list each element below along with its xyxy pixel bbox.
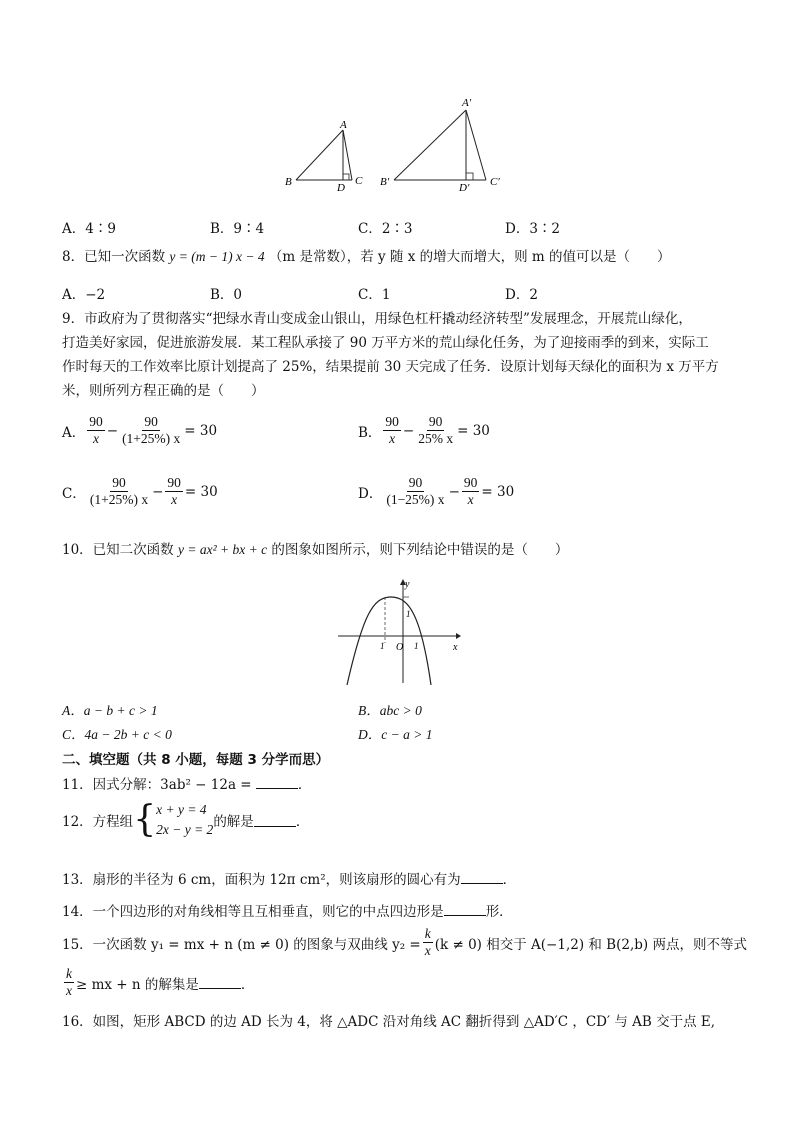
fraction: $\frac{90}{(1+25\%) x}$ — [89, 475, 149, 507]
segment-A2C2 — [466, 110, 486, 180]
q14-end: 形． — [485, 904, 513, 920]
q9-line-1: 9．市政府为了贯彻落实“把绿水青山变成金山银山，用绿色杠杆撬动经济转型”发展理念，开展荒山绿化， — [62, 311, 692, 327]
q15-end: ． — [240, 976, 255, 993]
q9-option-a[interactable] — [62, 414, 217, 447]
q15-line-1 — [62, 926, 747, 959]
q8-stem-prefix: 8．已知一次函数 — [62, 249, 166, 265]
similar-triangles-figure — [280, 92, 520, 192]
system-brace: { — [133, 799, 157, 840]
q11-end: ． — [297, 777, 312, 793]
fraction: $\frac{90}{(1-25\%) x}$ — [386, 475, 445, 507]
q9-line-4: 米，则所列方程正确的是（ ） — [62, 383, 265, 399]
q14 — [62, 903, 513, 921]
q7-option-a[interactable]: A．4∶9 — [62, 221, 116, 237]
option-label: C． — [62, 485, 86, 502]
q11 — [62, 776, 311, 794]
fraction-k-over-x: $\frac{k}{x}$ — [424, 926, 431, 958]
option-label: B． — [358, 424, 382, 441]
x-axis-label: x — [453, 642, 458, 653]
q12-suffix: 的解是 — [213, 814, 254, 830]
q10-stem — [62, 541, 568, 559]
origin-label: O — [396, 642, 404, 653]
q10-formula: y = ax² + bx + c — [177, 542, 268, 557]
answer-blank[interactable] — [254, 814, 296, 827]
tick-one-y: 1 — [406, 609, 411, 619]
x-axis-arrow — [456, 633, 461, 639]
q9-line-2: 打造美好家园，促进旅游发展．某工程队承接了 90 万平方米的荒山绿化任务，为了迎接雨季的到来，实际工 — [62, 335, 709, 351]
q7-option-d[interactable]: D．3∶2 — [505, 221, 561, 237]
label-B-prime: B′ — [380, 176, 390, 188]
fraction: $\frac{90}{25\% x}$ — [418, 414, 454, 446]
q10-option-a[interactable]: A．a − b + c > 1 — [62, 703, 158, 718]
q7-option-b[interactable]: B．9∶4 — [210, 221, 265, 237]
q12-end: ． — [295, 814, 310, 830]
q15-part-3: ≥ mx + n 的解集是 — [76, 976, 199, 993]
fraction: $\frac{90}{x}$ — [89, 414, 103, 446]
y-axis-label: y — [405, 579, 410, 590]
q8-stem-note: （m 是常数），若 y 随 x 的增大而增大，则 m 的值可以是（ ） — [268, 249, 671, 265]
q8-option-d[interactable]: D．2 — [505, 287, 538, 303]
q15-part-1: 15．一次函数 y₁ = mx + n (m ≠ 0) 的图象与双曲线 y₂ = — [62, 936, 421, 953]
q8-option-b[interactable]: B．0 — [210, 287, 243, 303]
label-D-prime: D′ — [459, 182, 470, 192]
equals-30: = 30 — [184, 422, 218, 439]
fraction: $\frac{90}{x}$ — [385, 414, 399, 446]
q11-text: 11．因式分解：3ab² − 12a = — [62, 777, 256, 793]
option-label: A． — [62, 424, 86, 441]
label-A-prime: A′ — [462, 97, 472, 109]
q10-option-d[interactable]: D．c − a > 1 — [358, 727, 433, 742]
label-C-prime: C′ — [490, 176, 500, 188]
right-angle-mark — [343, 174, 349, 180]
minus-sign: − — [402, 422, 415, 439]
q10-option-b[interactable]: B．abc > 0 — [358, 703, 422, 718]
minus-sign: − — [152, 483, 164, 500]
segment-AB — [296, 130, 343, 180]
fraction: $\frac{90}{x}$ — [463, 475, 478, 507]
section-2-title: 二、填空题（共 8 小题，每题 3 分学而思） — [62, 752, 330, 768]
parabola-graph — [333, 575, 463, 687]
q9-option-d[interactable] — [358, 475, 514, 508]
q9-option-b[interactable] — [358, 414, 490, 447]
q8-formula: y = (m − 1) x − 4 — [169, 249, 265, 264]
option-label: D． — [358, 485, 383, 502]
q12-prefix: 12．方程组 — [62, 814, 134, 830]
q16-text: 16．如图，矩形 ABCD 的边 AD 长为 4，将 △ADC 沿对角线 AC 翻折得到 △AD′C ，CD′ 与 AB 交于点 E, — [62, 1014, 716, 1030]
q13 — [62, 871, 516, 889]
label-B: B — [285, 176, 292, 188]
equation-system — [156, 800, 213, 840]
fraction-k-over-x: $\frac{k}{x}$ — [66, 966, 72, 998]
q14-text: 14．一个四边形的对角线相等且互相垂直，则它的中点四边形是 — [62, 904, 444, 920]
answer-blank[interactable] — [444, 903, 486, 916]
answer-blank[interactable] — [256, 776, 298, 789]
q13-text: 13．扇形的半径为 6 cm，面积为 12π cm²，则该扇形的圆心有为 — [62, 872, 461, 888]
q8-option-c[interactable]: C．1 — [358, 287, 391, 303]
label-D: D — [337, 182, 345, 192]
equals-30: = 30 — [457, 422, 490, 439]
tick-minus-one: 1 — [380, 641, 385, 651]
label-A: A — [340, 119, 347, 131]
equals-30: = 30 — [481, 483, 515, 500]
q13-end: ． — [502, 872, 517, 888]
equation-2: 2x − y = 2 — [156, 822, 214, 837]
segment-A2B2 — [394, 110, 466, 180]
q15-part-2: (k ≠ 0) 相交于 A(−1,2) 和 B(2,b) 两点，则不等式 — [434, 936, 747, 953]
minus-sign: − — [106, 422, 119, 439]
answer-blank[interactable] — [461, 871, 503, 884]
segment-AC — [343, 130, 352, 180]
label-C: C — [355, 175, 363, 187]
q8-stem — [62, 248, 671, 266]
tick-one-x: 1 — [414, 641, 419, 651]
equals-30: = 30 — [184, 483, 218, 500]
q12 — [62, 800, 309, 840]
q8-option-a[interactable]: A．−2 — [62, 287, 106, 303]
fraction: $\frac{90}{(1+25\%) x}$ — [122, 414, 181, 446]
q10-option-c[interactable]: C．4a − 2b + c < 0 — [62, 727, 172, 742]
equation-1: x + y = 4 — [156, 802, 207, 817]
q7-option-c[interactable]: C．2∶3 — [358, 221, 413, 237]
q15-line-2 — [62, 966, 254, 999]
right-angle-mark — [466, 173, 473, 180]
q10-stem-prefix: 10．已知二次函数 — [62, 542, 174, 558]
fraction: $\frac{90}{x}$ — [167, 475, 181, 507]
q9-line-3: 作时每天的工作效率比原计划提高了 25%，结果提前 30 天完成了任务．设原计划每天绿化的面积为 x 万平方 — [62, 359, 719, 375]
answer-blank[interactable] — [199, 976, 241, 989]
q9-option-c[interactable] — [62, 475, 218, 508]
q10-stem-suffix: 的图象如图所示，则下列结论中错误的是（ ） — [271, 542, 569, 558]
minus-sign: − — [448, 483, 460, 500]
